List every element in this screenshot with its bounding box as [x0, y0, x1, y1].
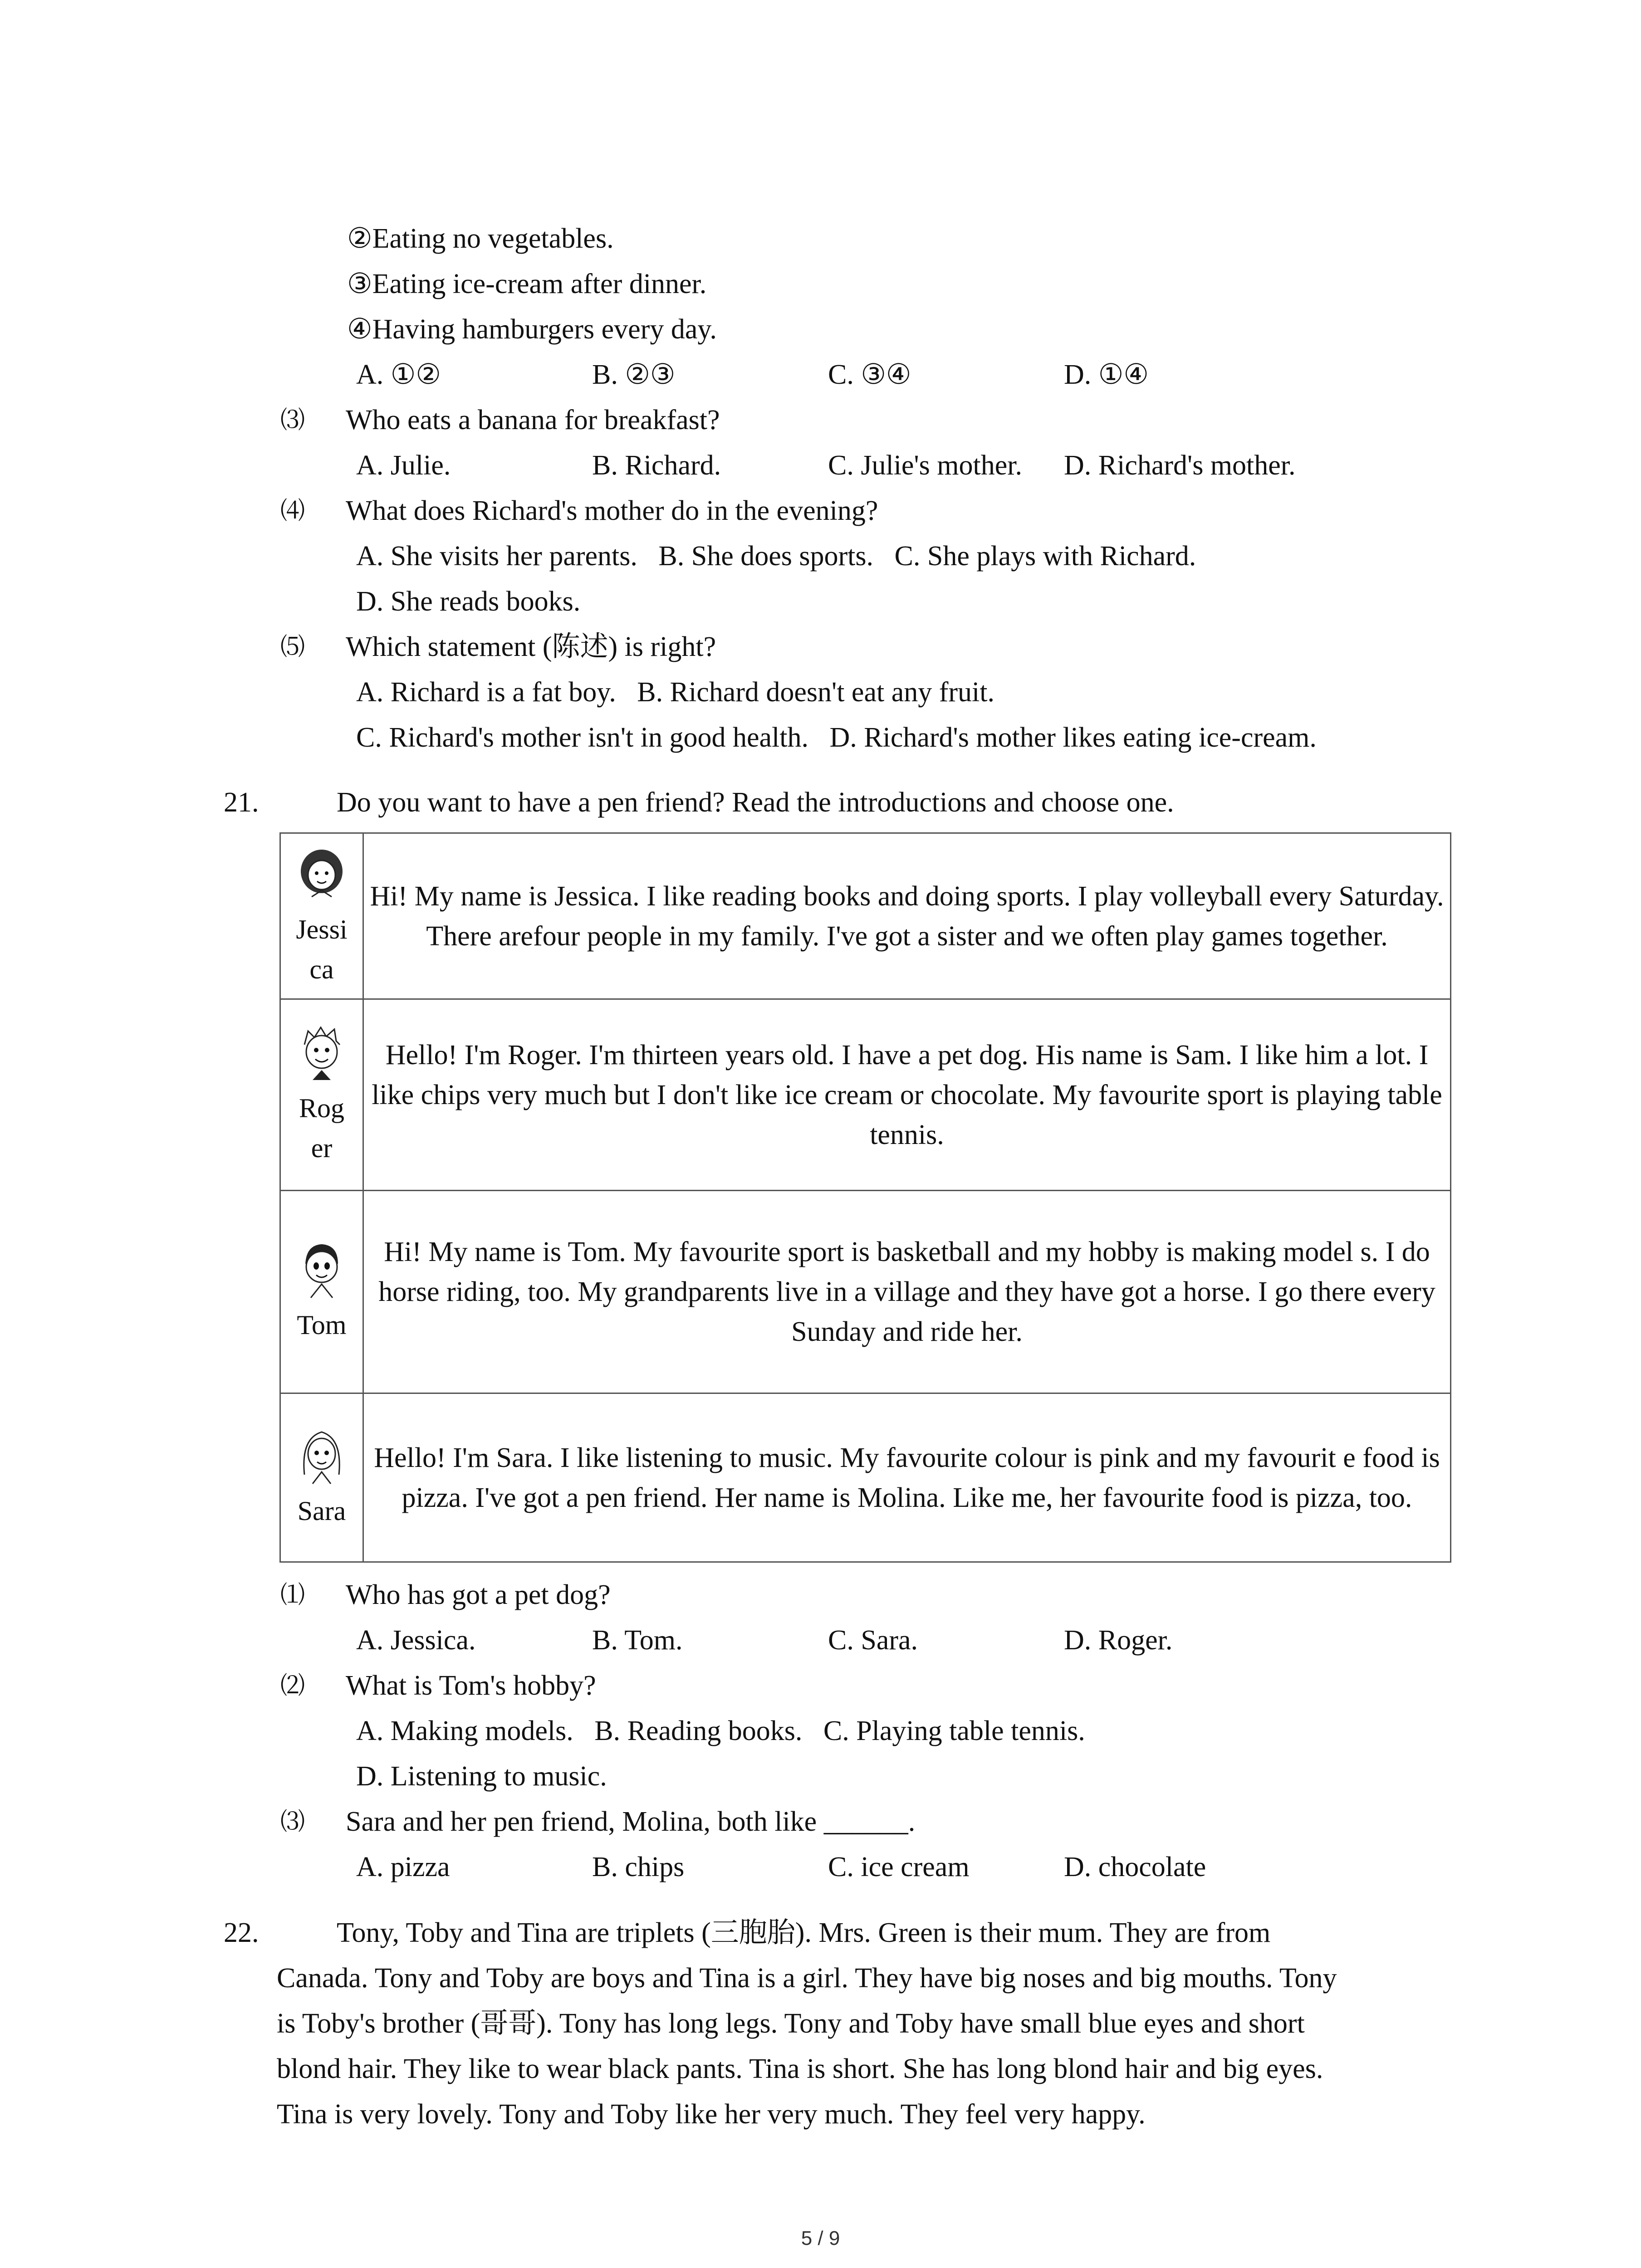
q21-instruction: Do you want to have a pen friend? Read the introductions and choose one. [337, 787, 1174, 818]
pen-friend-row [280, 1191, 1451, 1393]
person-name: Roger [299, 1093, 345, 1163]
q20-sub4-options-line1: A. She visits her parents. B. She does sports. C. She plays with Richard. [356, 541, 1196, 572]
q20-option-b: B. ②③ [592, 359, 676, 390]
q22-passage-line: blond hair. They like to wear black pants. Tina is short. She has long blond hair and big eyes. [277, 2053, 1323, 2084]
girl-avatar-icon [294, 843, 349, 907]
person-introduction: Hello! I'm Sara. I like listening to music. My favourite colour is pink and my favourit e food is pizza. I've got a pen friend. Her name is Molina. Like me, her favourite food is pizza, too. [363, 1393, 1451, 1562]
q21-sub2-options-line1: A. Making models. B. Reading books. C. Playing table tennis. [356, 1716, 1085, 1746]
q20-sub3-option-d: D. Richard's mother. [1064, 450, 1296, 481]
page-number: 5 / 9 [801, 2227, 840, 2249]
q20-sub5-options-line1: A. Richard is a fat boy. B. Richard doesn't eat any fruit. [356, 677, 994, 708]
pen-friend-row [280, 999, 1451, 1191]
boy-avatar-icon [294, 1239, 349, 1302]
q21-sub3-option-b: B. chips [592, 1852, 685, 1882]
person-cell [280, 1393, 363, 1562]
person-name: Sara [297, 1496, 346, 1526]
pen-friend-row [280, 1393, 1451, 1562]
q21-sub1-option-a: A. Jessica. [356, 1625, 476, 1656]
q21-sub1-option-b: B. Tom. [592, 1625, 683, 1656]
q22-passage-line: Tina is very lovely. Tony and Toby like her very much. They feel very happy. [277, 2099, 1146, 2130]
q20-option-a: A. ①② [356, 359, 441, 390]
q20-sub4-number: ⑷ [280, 497, 305, 524]
person-introduction: Hello! I'm Roger. I'm thirteen years old. I have a pet dog. His name is Sam. I like him a lot. I like chips very much but I don't like ice cream or chocolate. My favourite sport is playing table tennis. [363, 999, 1451, 1191]
q21-sub2-number: ⑵ [280, 1672, 305, 1699]
q21-sub3-question: Sara and her pen friend, Molina, both like ______. [346, 1806, 916, 1837]
q20-sub5-number: ⑸ [280, 633, 305, 660]
q20-option-c: C. ③④ [828, 359, 911, 390]
q21-sub3-number: ⑶ [280, 1808, 305, 1835]
q20-sub5-question: Which statement (陈述) is right? [346, 631, 716, 662]
pen-friend-row [280, 833, 1451, 999]
q21-sub1-question: Who has got a pet dog? [346, 1579, 611, 1610]
q20-sub4-options-line2: D. She reads books. [356, 586, 581, 617]
q20-sub3-question: Who eats a banana for breakfast? [346, 405, 720, 435]
person-introduction: Hi! My name is Tom. My favourite sport is basketball and my hobby is making model s. I do horse riding, too. My grandparents live in a village and they have got a horse. I go there every Sunday and ride her. [363, 1191, 1451, 1393]
q21-sub2-options-line2: D. Listening to music. [356, 1761, 607, 1792]
q20-item-2: ②Eating no vegetables. [347, 223, 614, 254]
person-name: Jessica [296, 914, 348, 984]
q20-item-3: ③Eating ice-cream after dinner. [347, 269, 707, 299]
person-cell [280, 999, 363, 1191]
q20-sub3-option-b: B. Richard. [592, 450, 721, 481]
q22-passage-line: Tony, Toby and Tina are triplets (三胞胎). Mrs. Green is their mum. They are from [337, 1917, 1271, 1948]
q21-sub3-option-d: D. chocolate [1064, 1852, 1206, 1882]
q20-sub4-question: What does Richard's mother do in the evening? [346, 495, 878, 526]
q21-sub3-option-a: A. pizza [356, 1852, 450, 1882]
pen-friend-table [279, 832, 1451, 1563]
q20-item-4: ④Having hamburgers every day. [347, 314, 717, 345]
q21-sub1-option-c: C. Sara. [828, 1625, 918, 1656]
q22-number: 22. [224, 1917, 259, 1948]
person-cell [280, 1191, 363, 1393]
q20-sub3-number: ⑶ [280, 406, 305, 434]
boy-avatar-icon [294, 1022, 349, 1085]
q22-passage-line: Canada. Tony and Toby are boys and Tina is a girl. They have big noses and big mouths. Tony [277, 1963, 1337, 1994]
person-name: Tom [297, 1310, 347, 1340]
person-cell [280, 833, 363, 999]
person-introduction: Hi! My name is Jessica. I like reading books and doing sports. I play volleyball every Saturday. There arefour people in my family. I've got a sister and we often play games together. [363, 833, 1451, 999]
q21-sub1-number: ⑴ [280, 1581, 305, 1608]
q21-sub3-option-c: C. ice cream [828, 1852, 970, 1882]
girl-avatar-icon [294, 1425, 349, 1488]
q21-sub1-option-d: D. Roger. [1064, 1625, 1173, 1656]
q20-sub5-options-line2: C. Richard's mother isn't in good health. D. Richard's mother likes eating ice-cream. [356, 722, 1317, 753]
q20-sub3-option-a: A. Julie. [356, 450, 451, 481]
q21-sub2-question: What is Tom's hobby? [346, 1670, 596, 1701]
q22-passage-line: is Toby's brother (哥哥). Tony has long legs. Tony and Toby have small blue eyes and short [277, 2008, 1305, 2039]
q21-number: 21. [224, 787, 259, 818]
q20-option-d: D. ①④ [1064, 359, 1149, 390]
q20-sub3-option-c: C. Julie's mother. [828, 450, 1022, 481]
